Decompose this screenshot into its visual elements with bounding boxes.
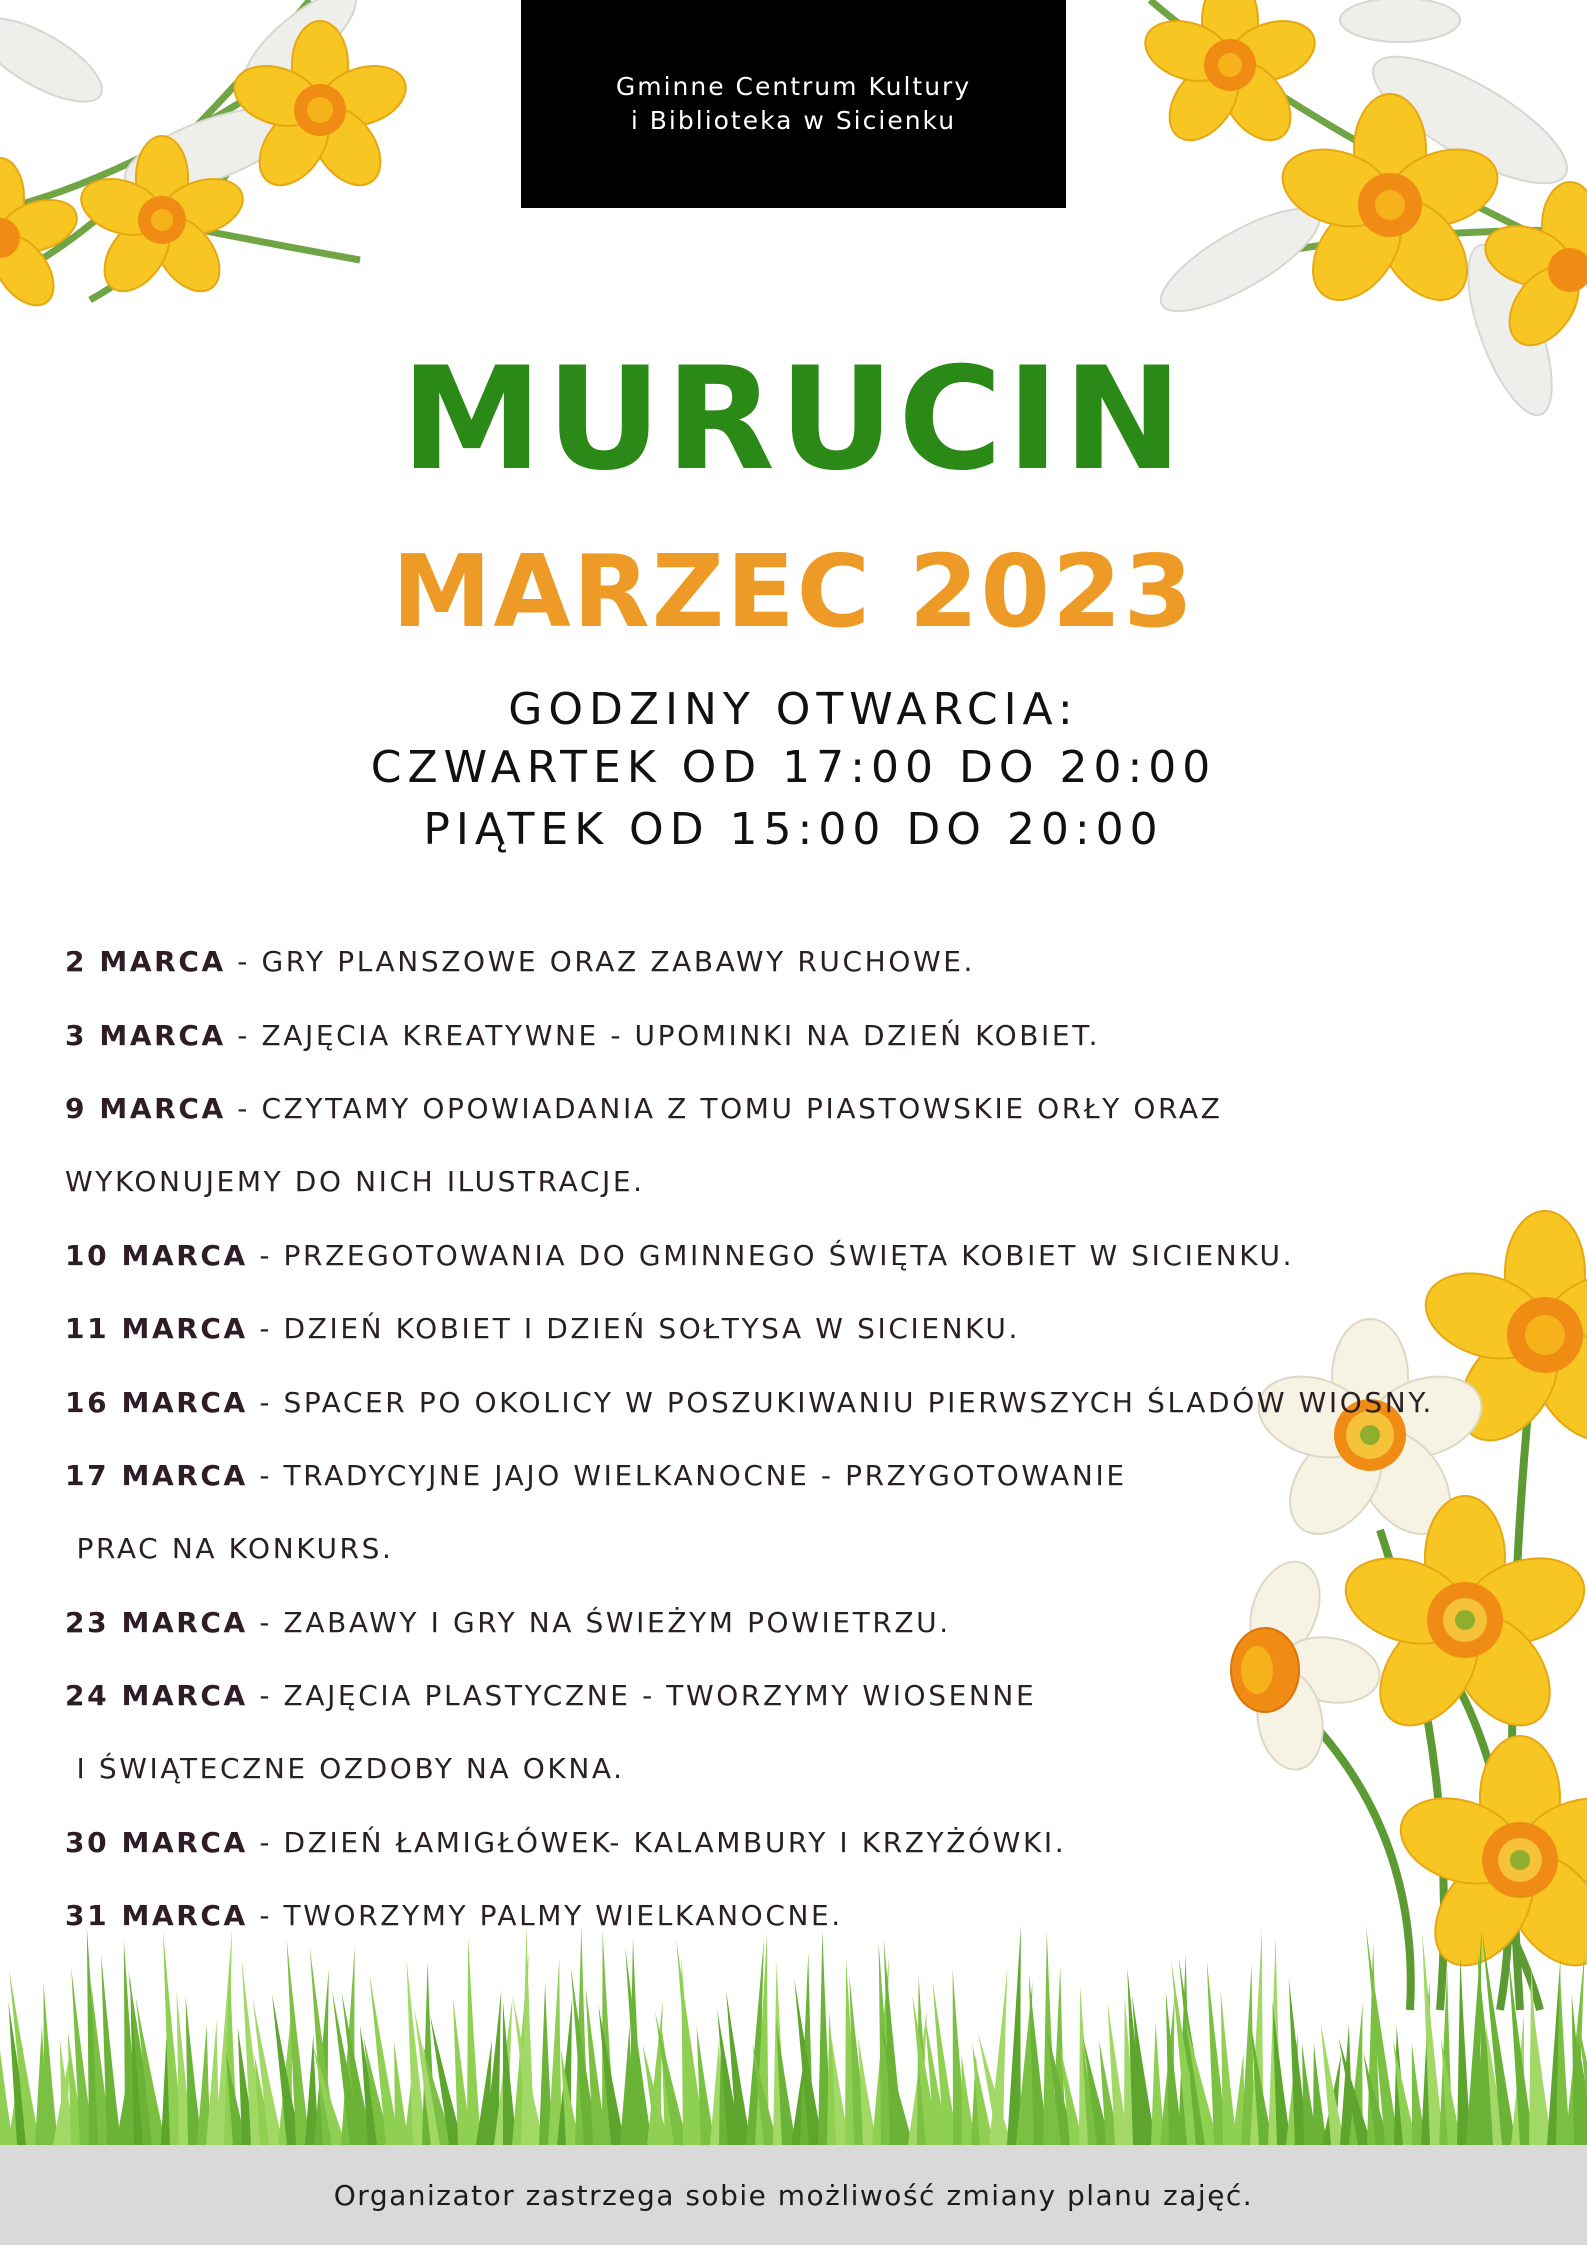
schedule-date: 10 MARCA	[65, 1238, 248, 1272]
schedule-date: 23 MARCA	[65, 1605, 248, 1639]
schedule-item	[65, 1586, 1515, 1659]
schedule-date: 17 MARCA	[65, 1458, 248, 1492]
grass-blade	[1221, 1990, 1237, 2145]
page-subtitle: MARZEC 2023	[391, 533, 1196, 650]
schedule-text: - SPACER PO OKOLICY W POSZUKIWANIU PIERWSZYCH ŚLADÓW WIOSNY.	[247, 1385, 1434, 1419]
schedule-date: 11 MARCA	[65, 1312, 248, 1346]
schedule-text: - ZAJĘCIA PLASTYCZNE - TWORZYMY WIOSENNE	[247, 1679, 1037, 1713]
daffodil-icon	[1138, 0, 1323, 153]
schedule-item	[65, 1145, 1515, 1218]
grass-icon	[0, 1920, 1587, 2145]
schedule-text: - ZABAWY I GRY NA ŚWIEŻYM POWIETRZU.	[247, 1605, 951, 1639]
schedule-text: PRAC NA KONKURS.	[65, 1532, 394, 1566]
schedule-date: 2 MARCA	[65, 945, 226, 979]
schedule-date: 3 MARCA	[65, 1018, 226, 1052]
hours-heading: GODZINY OTWARCIA:	[508, 684, 1079, 735]
grass-blade	[43, 1982, 58, 2145]
schedule-text: WYKONUJEMY DO NICH ILUSTRACJE.	[65, 1165, 645, 1199]
schedule-item	[65, 1659, 1515, 1732]
schedule-text: - DZIEŃ ŁAMIGŁÓWEK- KALAMBURY I KRZYŻÓWKI.	[247, 1825, 1067, 1859]
organizer-line-1: Gminne Centrum Kultury	[615, 72, 972, 101]
schedule-text: - CZYTAMY OPOWIADANIA Z TOMU PIASTOWSKIE ORŁY ORAZ	[225, 1091, 1223, 1125]
hours-friday: PIĄTEK OD 15:00 DO 20:00	[423, 804, 1164, 855]
schedule-date: 30 MARCA	[65, 1825, 248, 1859]
schedule-item	[65, 1072, 1515, 1145]
schedule-text: - PRZEGOTOWANIA DO GMINNEGO ŚWIĘTA KOBIET W SICIENKU.	[247, 1238, 1295, 1272]
schedule-date: 9 MARCA	[65, 1091, 226, 1125]
schedule-item	[65, 1365, 1515, 1438]
schedule-item	[65, 1806, 1515, 1879]
schedule-date: 31 MARCA	[65, 1899, 248, 1933]
schedule-date: 24 MARCA	[65, 1679, 248, 1713]
schedule-item	[65, 998, 1515, 1071]
schedule-text: - GRY PLANSZOWE ORAZ ZABAWY RUCHOWE.	[225, 945, 976, 979]
grass-blade	[548, 1957, 562, 2145]
schedule-text: I ŚWIĄTECZNE OZDOBY NA OKNA.	[65, 1752, 625, 1786]
schedule-date: 16 MARCA	[65, 1385, 248, 1419]
schedule-text: - TRADYCYJNE JAJO WIELKANOCNE - PRZYGOTOWANIE	[247, 1458, 1127, 1492]
organizer-line-2: i Biblioteka w Sicienku	[630, 106, 957, 135]
daffodil-icon	[227, 21, 414, 198]
schedule-item	[65, 1292, 1515, 1365]
hours-thursday: CZWARTEK OD 17:00 DO 20:00	[370, 742, 1217, 793]
schedule-list	[65, 925, 1515, 1952]
organizer-box	[521, 0, 1066, 208]
page-title: MURUCIN	[400, 337, 1187, 502]
schedule-item	[65, 1732, 1515, 1805]
daffodil-cluster-top-left	[0, 0, 420, 360]
schedule-text: - DZIEŃ KOBIET I DZIEŃ SOŁTYSA W SICIENKU.	[247, 1312, 1020, 1346]
grass-blade	[1007, 1926, 1021, 2145]
footer-band	[0, 2145, 1587, 2245]
schedule-item	[65, 1879, 1515, 1952]
grass-blade	[467, 1937, 481, 2145]
schedule-item	[65, 1512, 1515, 1585]
schedule-item	[65, 1219, 1515, 1292]
schedule-item	[65, 925, 1515, 998]
schedule-text: - TWORZYMY PALMY WIELKANOCNE.	[247, 1899, 843, 1933]
footer-note: Organizator zastrzega sobie możliwość zmiany planu zajęć.	[333, 2178, 1254, 2212]
schedule-text: - ZAJĘCIA KREATYWNE - UPOMINKI NA DZIEŃ KOBIET.	[225, 1018, 1101, 1052]
schedule-item	[65, 1439, 1515, 1512]
